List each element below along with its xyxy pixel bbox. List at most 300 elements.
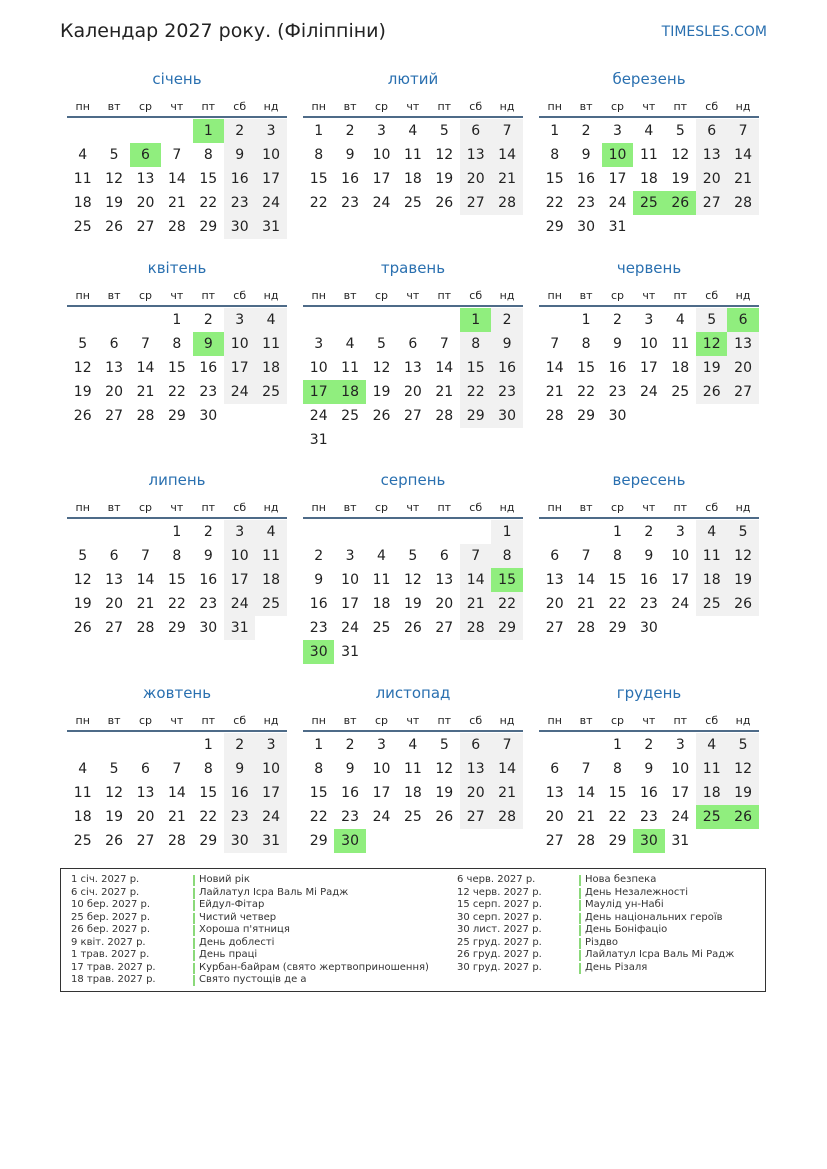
day-cell: 4 xyxy=(345,336,355,352)
day-cell: 18 xyxy=(255,568,286,592)
day-cell: 18 xyxy=(255,356,286,380)
holiday-marker xyxy=(579,938,581,949)
day-cell: 20 xyxy=(435,596,454,612)
day-cell: 27 xyxy=(727,380,758,404)
day-cell: 8 xyxy=(613,761,622,777)
day-cell: 4 xyxy=(255,520,286,544)
day-cell: 5 xyxy=(78,548,88,564)
weekday-header: пн xyxy=(311,100,326,113)
weekday-header: пт xyxy=(673,100,688,113)
holiday-marker xyxy=(193,963,195,974)
weekday-header: нд xyxy=(735,100,751,113)
weekday-header: ср xyxy=(374,501,388,514)
day-cell: 20 xyxy=(696,167,727,191)
day-cell: 20 xyxy=(727,356,758,380)
weekday-header: вт xyxy=(107,714,121,727)
holiday-day-cell: 12 xyxy=(696,332,727,356)
day-cell: 2 xyxy=(203,524,213,540)
day-cell: 3 xyxy=(345,548,355,564)
day-cell: 27 xyxy=(460,191,491,215)
day-cell: 26 xyxy=(403,620,422,636)
day-cell: 14 xyxy=(491,143,522,167)
day-cell: 14 xyxy=(577,572,595,588)
day-cell: 29 xyxy=(577,408,595,424)
holiday-marker xyxy=(193,925,195,936)
weekday-header: ср xyxy=(374,100,388,113)
day-cell: 3 xyxy=(255,733,286,757)
day-cell: 13 xyxy=(545,572,564,588)
month-divider xyxy=(303,730,523,732)
day-cell: 11 xyxy=(671,336,690,352)
day-cell: 1 xyxy=(550,123,560,139)
weekday-header: пт xyxy=(673,714,688,727)
holiday-name: Лайлатул Ісра Валь Мі Радж xyxy=(199,886,349,898)
weekday-header: пн xyxy=(75,100,90,113)
day-cell: 25 xyxy=(403,809,422,825)
holiday-marker xyxy=(579,888,581,899)
holiday-legend xyxy=(60,868,766,992)
day-cell: 19 xyxy=(73,384,92,400)
day-cell: 27 xyxy=(435,620,454,636)
holiday-name: Різдво xyxy=(585,936,619,948)
day-cell: 10 xyxy=(639,336,658,352)
day-cell: 21 xyxy=(577,809,595,825)
holiday-date: 26 бер. 2027 р. xyxy=(71,924,151,935)
day-cell: 12 xyxy=(727,544,758,568)
weekday-header: пт xyxy=(673,501,688,514)
day-cell: 24 xyxy=(255,191,286,215)
holiday-day-cell: 17 xyxy=(303,380,334,404)
day-cell: 8 xyxy=(491,544,522,568)
weekday-header: сб xyxy=(469,501,483,514)
day-cell: 3 xyxy=(224,308,255,332)
holiday-name: Свято пустощів де а xyxy=(199,974,307,985)
day-cell: 3 xyxy=(675,737,685,753)
day-cell: 28 xyxy=(577,833,595,849)
day-cell: 9 xyxy=(203,548,213,564)
day-cell: 23 xyxy=(639,596,658,612)
day-cell: 8 xyxy=(172,548,182,564)
day-cell: 16 xyxy=(199,360,218,376)
holiday-name: Новий рік xyxy=(199,874,250,885)
day-cell: 5 xyxy=(439,123,449,139)
weekday-header: чт xyxy=(406,100,420,113)
day-cell: 6 xyxy=(109,336,119,352)
day-cell: 10 xyxy=(255,757,286,781)
day-cell: 16 xyxy=(639,572,658,588)
day-cell: 5 xyxy=(109,761,119,777)
day-cell: 30 xyxy=(224,829,255,853)
day-cell: 23 xyxy=(199,596,218,612)
day-cell: 20 xyxy=(403,384,422,400)
weekday-header: чт xyxy=(642,100,656,113)
holiday-day-cell: 26 xyxy=(665,191,696,215)
day-cell: 5 xyxy=(377,336,386,352)
day-cell: 14 xyxy=(136,572,155,588)
holiday-marker xyxy=(193,900,195,911)
day-cell: 9 xyxy=(644,548,654,564)
month-name: квітень xyxy=(147,259,207,277)
day-cell: 23 xyxy=(224,805,255,829)
site-link[interactable]: TIMESLES.COM xyxy=(661,24,767,40)
day-cell: 18 xyxy=(403,171,422,187)
holiday-marker xyxy=(193,888,195,899)
day-cell: 12 xyxy=(105,171,123,187)
day-cell: 16 xyxy=(224,781,255,805)
day-cell: 26 xyxy=(105,219,123,235)
holiday-day-cell: 15 xyxy=(491,568,522,592)
holiday-day-cell: 1 xyxy=(460,308,491,332)
day-cell: 7 xyxy=(141,336,150,352)
day-cell: 27 xyxy=(136,219,155,235)
day-cell: 25 xyxy=(73,219,92,235)
month-name: вересень xyxy=(612,471,686,489)
day-cell: 4 xyxy=(644,123,654,139)
day-cell: 6 xyxy=(460,119,491,143)
day-cell: 30 xyxy=(199,620,218,636)
day-cell: 14 xyxy=(577,785,595,801)
page-title: Календар 2027 року. (Філіппіни) xyxy=(60,20,386,42)
day-cell: 23 xyxy=(639,809,658,825)
day-cell: 12 xyxy=(671,147,690,163)
weekday-header: ср xyxy=(138,289,152,302)
day-cell: 2 xyxy=(613,312,622,328)
day-cell: 15 xyxy=(199,171,218,187)
day-cell: 22 xyxy=(167,384,186,400)
day-cell: 8 xyxy=(613,548,622,564)
day-cell: 16 xyxy=(341,171,359,187)
month-divider xyxy=(303,116,523,118)
day-cell: 29 xyxy=(491,616,522,640)
day-cell: 2 xyxy=(345,737,355,753)
day-cell: 26 xyxy=(435,195,454,211)
holiday-day-cell: 9 xyxy=(193,332,224,356)
day-cell: 28 xyxy=(491,805,522,829)
day-cell: 29 xyxy=(545,219,564,235)
day-cell: 10 xyxy=(372,147,391,163)
day-cell: 17 xyxy=(671,572,690,588)
weekday-header: нд xyxy=(735,714,751,727)
day-cell: 11 xyxy=(255,332,286,356)
day-cell: 7 xyxy=(491,119,522,143)
day-cell: 23 xyxy=(577,195,595,211)
day-cell: 26 xyxy=(105,833,123,849)
day-cell: 10 xyxy=(224,544,255,568)
day-cell: 18 xyxy=(696,781,727,805)
day-cell: 20 xyxy=(105,596,123,612)
holiday-day-cell: 30 xyxy=(633,829,664,853)
day-cell: 12 xyxy=(435,147,454,163)
weekday-header: пт xyxy=(201,501,216,514)
day-cell: 27 xyxy=(696,191,727,215)
day-cell: 28 xyxy=(435,408,454,424)
day-cell: 24 xyxy=(608,195,627,211)
day-cell: 31 xyxy=(224,616,255,640)
day-cell: 13 xyxy=(403,360,422,376)
weekday-header: сб xyxy=(469,714,483,727)
holiday-marker xyxy=(579,913,581,924)
weekday-header: нд xyxy=(263,501,279,514)
day-cell: 11 xyxy=(696,544,727,568)
holiday-name: Чистий четвер xyxy=(199,911,277,923)
day-cell: 2 xyxy=(644,524,654,540)
day-cell: 1 xyxy=(314,737,324,753)
weekday-header: пн xyxy=(547,289,562,302)
day-cell: 19 xyxy=(671,171,690,187)
day-cell: 19 xyxy=(403,596,422,612)
day-cell: 24 xyxy=(341,620,359,636)
weekday-header: сб xyxy=(705,714,719,727)
weekday-header: ср xyxy=(610,100,624,113)
day-cell: 17 xyxy=(372,171,391,187)
day-cell: 7 xyxy=(439,336,449,352)
day-cell: 17 xyxy=(255,781,286,805)
day-cell: 9 xyxy=(224,143,255,167)
day-cell: 9 xyxy=(224,757,255,781)
weekday-header: пт xyxy=(201,714,216,727)
holiday-name: День національних героїв xyxy=(585,911,723,923)
day-cell: 5 xyxy=(727,520,758,544)
day-cell: 7 xyxy=(141,548,150,564)
day-cell: 31 xyxy=(309,432,328,448)
day-cell: 12 xyxy=(727,757,758,781)
weekday-header: нд xyxy=(263,289,279,302)
day-cell: 21 xyxy=(167,809,186,825)
day-cell: 6 xyxy=(460,733,491,757)
day-cell: 7 xyxy=(727,119,758,143)
holiday-day-cell: 25 xyxy=(696,805,727,829)
day-cell: 8 xyxy=(314,147,324,163)
day-cell: 15 xyxy=(199,785,218,801)
month-name: лютий xyxy=(387,70,439,88)
day-cell: 22 xyxy=(199,809,218,825)
day-cell: 7 xyxy=(550,336,560,352)
day-cell: 10 xyxy=(671,548,690,564)
day-cell: 3 xyxy=(224,520,255,544)
month-name: липень xyxy=(148,471,206,489)
day-cell: 29 xyxy=(608,833,627,849)
day-cell: 2 xyxy=(314,548,324,564)
weekday-header: нд xyxy=(735,289,751,302)
day-cell: 18 xyxy=(372,596,391,612)
holiday-date: 25 груд. 2027 р. xyxy=(457,936,542,948)
weekday-header: вт xyxy=(343,714,357,727)
holiday-name: Хороша п'ятниця xyxy=(199,924,290,935)
day-cell: 1 xyxy=(613,524,622,540)
weekday-header: нд xyxy=(263,100,279,113)
day-cell: 7 xyxy=(460,544,491,568)
holiday-marker xyxy=(579,925,581,936)
day-cell: 16 xyxy=(199,572,218,588)
weekday-header: ср xyxy=(610,501,624,514)
day-cell: 20 xyxy=(136,809,155,825)
weekday-header: вт xyxy=(107,501,121,514)
day-cell: 2 xyxy=(224,733,255,757)
day-cell: 25 xyxy=(671,384,690,400)
day-cell: 28 xyxy=(136,408,155,424)
holiday-date: 30 лист. 2027 р. xyxy=(457,924,542,935)
day-cell: 19 xyxy=(435,171,454,187)
day-cell: 5 xyxy=(109,147,119,163)
weekday-header: пт xyxy=(673,289,688,302)
day-cell: 19 xyxy=(105,809,123,825)
day-cell: 20 xyxy=(136,195,155,211)
day-cell: 13 xyxy=(696,143,727,167)
day-cell: 28 xyxy=(577,620,595,636)
holiday-date: 10 бер. 2027 р. xyxy=(71,899,151,910)
day-cell: 25 xyxy=(341,408,359,424)
weekday-header: чт xyxy=(642,714,656,727)
day-cell: 1 xyxy=(172,524,182,540)
day-cell: 11 xyxy=(639,147,658,163)
weekday-header: сб xyxy=(705,501,719,514)
holiday-marker xyxy=(193,913,195,924)
day-cell: 7 xyxy=(172,147,182,163)
day-cell: 24 xyxy=(224,380,255,404)
day-cell: 14 xyxy=(460,568,491,592)
day-cell: 23 xyxy=(199,384,218,400)
month-name: березень xyxy=(612,70,686,88)
day-cell: 10 xyxy=(341,572,359,588)
day-cell: 3 xyxy=(675,524,685,540)
weekday-header: вт xyxy=(579,501,593,514)
day-cell: 24 xyxy=(224,592,255,616)
day-cell: 30 xyxy=(491,404,522,428)
day-cell: 4 xyxy=(255,308,286,332)
weekday-header: пн xyxy=(75,501,90,514)
day-cell: 29 xyxy=(167,620,186,636)
day-cell: 25 xyxy=(403,195,422,211)
day-cell: 1 xyxy=(203,737,213,753)
weekday-header: сб xyxy=(233,714,247,727)
weekday-header: нд xyxy=(499,100,515,113)
weekday-header: пн xyxy=(75,714,90,727)
day-cell: 4 xyxy=(696,520,727,544)
month-divider xyxy=(67,730,287,732)
month-name: листопад xyxy=(375,684,451,702)
day-cell: 23 xyxy=(341,195,359,211)
weekday-header: ср xyxy=(138,501,152,514)
weekday-header: чт xyxy=(406,289,420,302)
day-cell: 3 xyxy=(613,123,622,139)
day-cell: 30 xyxy=(224,215,255,239)
day-cell: 15 xyxy=(460,356,491,380)
day-cell: 15 xyxy=(608,572,627,588)
day-cell: 3 xyxy=(644,312,654,328)
day-cell: 14 xyxy=(435,360,454,376)
day-cell: 31 xyxy=(255,829,286,853)
month-divider xyxy=(539,730,759,732)
day-cell: 17 xyxy=(224,568,255,592)
weekday-header: вт xyxy=(579,100,593,113)
month-name: жовтень xyxy=(142,684,212,702)
weekday-header: нд xyxy=(499,501,515,514)
day-cell: 8 xyxy=(172,336,182,352)
holiday-date: 30 груд. 2027 р. xyxy=(457,961,542,973)
holiday-date: 6 черв. 2027 р. xyxy=(457,874,536,885)
day-cell: 22 xyxy=(460,380,491,404)
day-cell: 6 xyxy=(696,119,727,143)
day-cell: 24 xyxy=(309,408,328,424)
holiday-date: 6 січ. 2027 р. xyxy=(71,886,140,898)
day-cell: 19 xyxy=(727,781,758,805)
day-cell: 30 xyxy=(608,408,627,424)
day-cell: 11 xyxy=(73,785,92,801)
day-cell: 16 xyxy=(608,360,627,376)
day-cell: 27 xyxy=(545,620,564,636)
weekday-header: чт xyxy=(170,100,184,113)
day-cell: 6 xyxy=(408,336,418,352)
day-cell: 25 xyxy=(255,380,286,404)
day-cell: 21 xyxy=(435,384,454,400)
month-name: червень xyxy=(616,259,682,277)
day-cell: 1 xyxy=(613,737,622,753)
weekday-header: ср xyxy=(610,289,624,302)
day-cell: 25 xyxy=(372,620,391,636)
day-cell: 21 xyxy=(136,384,155,400)
weekday-header: пн xyxy=(75,289,90,302)
day-cell: 6 xyxy=(109,548,119,564)
holiday-date: 1 трав. 2027 р. xyxy=(71,949,150,960)
weekday-header: чт xyxy=(406,501,420,514)
day-cell: 5 xyxy=(727,733,758,757)
month-name: серпень xyxy=(380,471,446,489)
weekday-header: сб xyxy=(469,100,483,113)
day-cell: 8 xyxy=(314,761,324,777)
day-cell: 2 xyxy=(581,123,591,139)
day-cell: 11 xyxy=(403,147,422,163)
day-cell: 10 xyxy=(372,761,391,777)
day-cell: 15 xyxy=(309,785,328,801)
day-cell: 23 xyxy=(341,809,359,825)
weekday-header: нд xyxy=(499,289,515,302)
holiday-day-cell: 10 xyxy=(602,143,633,167)
day-cell: 19 xyxy=(73,596,92,612)
holiday-marker xyxy=(193,975,195,986)
weekday-header: вт xyxy=(107,100,121,113)
holiday-date: 12 черв. 2027 р. xyxy=(457,886,542,898)
day-cell: 15 xyxy=(577,360,595,376)
weekday-header: нд xyxy=(499,714,515,727)
day-cell: 19 xyxy=(727,568,758,592)
day-cell: 6 xyxy=(550,548,560,564)
day-cell: 15 xyxy=(167,572,186,588)
weekday-header: чт xyxy=(642,289,656,302)
day-cell: 13 xyxy=(105,360,123,376)
holiday-marker xyxy=(579,900,581,911)
day-cell: 13 xyxy=(460,143,491,167)
day-cell: 21 xyxy=(491,167,522,191)
day-cell: 7 xyxy=(491,733,522,757)
weekday-header: пн xyxy=(311,714,326,727)
day-cell: 7 xyxy=(172,761,182,777)
holiday-name: День праці xyxy=(199,949,258,960)
day-cell: 1 xyxy=(491,520,522,544)
day-cell: 19 xyxy=(372,384,391,400)
day-cell: 31 xyxy=(255,215,286,239)
day-cell: 23 xyxy=(224,191,255,215)
weekday-header: вт xyxy=(579,289,593,302)
weekday-header: чт xyxy=(406,714,420,727)
day-cell: 17 xyxy=(372,785,391,801)
day-cell: 15 xyxy=(545,171,564,187)
day-cell: 6 xyxy=(439,548,449,564)
holiday-marker xyxy=(193,950,195,961)
weekday-header: пт xyxy=(437,714,452,727)
day-cell: 16 xyxy=(224,167,255,191)
day-cell: 9 xyxy=(345,147,355,163)
day-cell: 10 xyxy=(255,143,286,167)
